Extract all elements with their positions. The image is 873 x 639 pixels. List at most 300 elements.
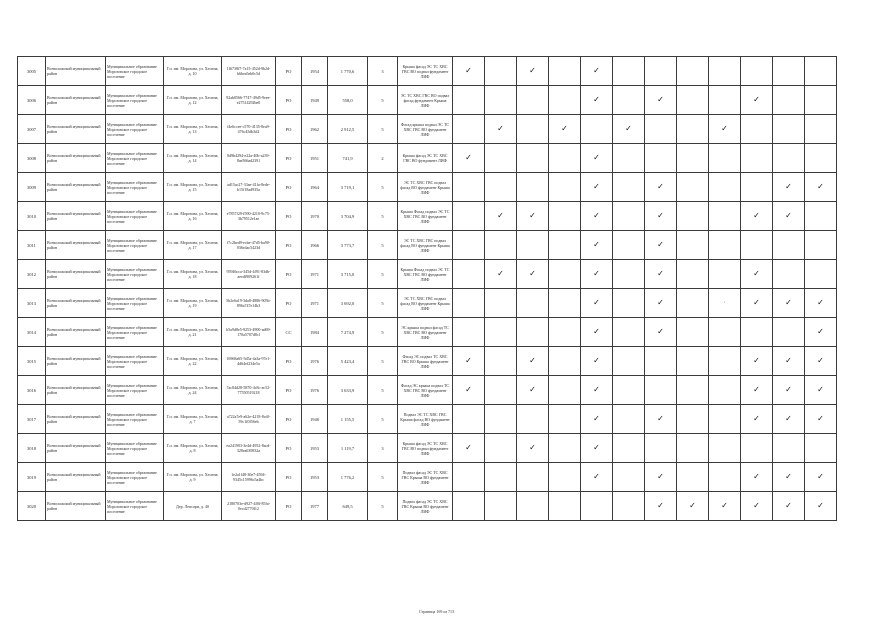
work-column-5 [581, 463, 613, 492]
work-column-8 [677, 289, 709, 318]
work-column-10 [741, 144, 773, 173]
checkmark-icon: ✓ [529, 211, 536, 220]
row-number: 3019 [18, 463, 46, 492]
address-cell: Г.п. им. Морозова, ул. Хесина, д. 10 [164, 57, 222, 86]
row-number: 3012 [18, 260, 46, 289]
table-row [18, 405, 837, 434]
district-cell: Всеволожский муниципальный район [46, 144, 106, 173]
area-cell: 2 912,5 [328, 115, 368, 144]
checkmark-icon: ✓ [465, 66, 472, 75]
checkmark-icon: ✓ [785, 385, 792, 394]
checkmark-icon: ✓ [529, 269, 536, 278]
work-column-3 [517, 463, 549, 492]
work-types-cell: ЭС крыша подвал фасад ТС ХВС ГВС ВО фундамент ЛИФ [398, 318, 453, 347]
work-column-12 [805, 173, 837, 202]
table-row [18, 231, 837, 260]
address-cell: Г.п. им. Морозова, ул. Хесина, д. 12 [164, 86, 222, 115]
row-number: 3009 [18, 173, 46, 202]
work-column-3 [517, 144, 549, 173]
work-column-4 [549, 434, 581, 463]
work-column-4 [549, 260, 581, 289]
work-column-8 [677, 376, 709, 405]
table-row [18, 318, 837, 347]
work-column-10 [741, 115, 773, 144]
checkmark-icon: ✓ [593, 443, 600, 452]
municipality-cell: Муниципальное образование Морозовское городское поселение [106, 86, 164, 115]
work-types-cell: Крыша Фасад подвал ЭС ТС ХВС ГВС ВО фундамент ЛИФ [398, 260, 453, 289]
checkmark-icon: ✓ [593, 66, 600, 75]
checkmark-icon: ✓ [529, 66, 536, 75]
checkmark-icon: ✓ [817, 356, 824, 365]
table-row [18, 86, 837, 115]
building-type-cell: РО [276, 463, 302, 492]
work-types-cell: Крыша фасад ЭС ТС ХВС ГВС ВО подвал фундамент ЛИФ [398, 57, 453, 86]
work-count-cell: 5 [368, 318, 398, 347]
work-column-4 [549, 492, 581, 521]
work-column-11 [773, 434, 805, 463]
building-type-cell: РО [276, 289, 302, 318]
work-column-8 [677, 318, 709, 347]
municipality-cell: Муниципальное образование Морозовское городское поселение [106, 173, 164, 202]
work-column-2 [485, 347, 517, 376]
work-column-7 [645, 347, 677, 376]
work-column-2 [485, 144, 517, 173]
work-column-5 [581, 144, 613, 173]
work-column-1 [453, 289, 485, 318]
work-types-cell: ЭС ТС ХВС ГВС подвал фасад ВО фундамент Крыша ЛИФ [398, 231, 453, 260]
row-number: 3017 [18, 405, 46, 434]
year-built-cell: 1971 [302, 289, 328, 318]
checkmark-icon: ✓ [593, 269, 600, 278]
work-column-10 [741, 289, 773, 318]
work-column-10 [741, 231, 773, 260]
work-column-1 [453, 318, 485, 347]
address-cell: Г.п. им. Морозова, ул. Хесина, д. 9 [164, 463, 222, 492]
work-column-11 [773, 463, 805, 492]
work-column-12 [805, 434, 837, 463]
work-column-1 [453, 202, 485, 231]
work-count-cell: 5 [368, 260, 398, 289]
checkmark-icon: ✓ [657, 414, 664, 423]
work-column-1 [453, 86, 485, 115]
area-cell: 1 776,2 [328, 463, 368, 492]
municipality-cell: Муниципальное образование Морозовское городское поселение [106, 376, 164, 405]
work-column-12 [805, 231, 837, 260]
guid-cell: f7c2bed9-ecbe-47d5-ba90-036e4ac5423d [222, 231, 276, 260]
checkmark-icon: ✓ [561, 124, 568, 133]
checkmark-icon: ✓ [817, 298, 824, 307]
work-column-2 [485, 260, 517, 289]
work-column-2 [485, 86, 517, 115]
work-column-9 [709, 463, 741, 492]
row-number: 3008 [18, 144, 46, 173]
work-column-4 [549, 376, 581, 405]
year-built-cell: 1976 [302, 347, 328, 376]
work-column-10 [741, 173, 773, 202]
work-column-11 [773, 57, 805, 86]
work-column-4 [549, 231, 581, 260]
work-column-3 [517, 434, 549, 463]
work-column-7 [645, 405, 677, 434]
checkmark-icon: ✓ [785, 414, 792, 423]
district-cell: Всеволожский муниципальный район [46, 318, 106, 347]
work-column-4 [549, 405, 581, 434]
guid-cell: a722a7e9-a62e-4218-8cdf-59c1f0f56eb [222, 405, 276, 434]
checkmark-icon: ✓ [657, 472, 664, 481]
checkmark-icon: ✓ [593, 182, 600, 191]
municipality-cell: Муниципальное образование Морозовское городское поселение [106, 57, 164, 86]
year-built-cell: 1964 [302, 173, 328, 202]
work-column-11 [773, 289, 805, 318]
work-column-2 [485, 434, 517, 463]
checkmark-icon: ✓ [529, 356, 536, 365]
row-number: 3005 [18, 57, 46, 86]
work-column-2 [485, 318, 517, 347]
checkmark-icon: ✓ [465, 385, 472, 394]
table-row [18, 434, 837, 463]
municipality-cell: Муниципальное образование Морозовское городское поселение [106, 318, 164, 347]
work-column-7 [645, 376, 677, 405]
work-count-cell: 5 [368, 115, 398, 144]
area-cell: 741,9 [328, 144, 368, 173]
work-column-2 [485, 492, 517, 521]
work-types-cell: ЭС ТС ХВС ГВС ВО подвал фасад фундамент Крыша ЛИФ [398, 86, 453, 115]
row-number: 3013 [18, 289, 46, 318]
work-column-9 [709, 405, 741, 434]
building-type-cell: РО [276, 173, 302, 202]
work-column-8 [677, 405, 709, 434]
work-column-11 [773, 173, 805, 202]
work-column-3 [517, 492, 549, 521]
work-column-3 [517, 86, 549, 115]
table-row [18, 202, 837, 231]
work-column-2 [485, 202, 517, 231]
work-column-3 [517, 289, 549, 318]
area-cell: 1 770,6 [328, 57, 368, 86]
guid-cell: 1e2a1f48-30e7-4594-9345c15996c5a4bc [222, 463, 276, 492]
address-cell: Г.п. им. Морозова, ул. Хесина, д. 16 [164, 202, 222, 231]
building-type-cell: РО [276, 144, 302, 173]
work-column-8 [677, 347, 709, 376]
checkmark-icon: ✓ [817, 327, 824, 336]
checkmark-icon: ✓ [785, 472, 792, 481]
checkmark-icon: ✓ [593, 211, 600, 220]
year-built-cell: 1954 [302, 57, 328, 86]
work-column-10 [741, 434, 773, 463]
address-cell: Г.п. им. Морозова, ул. Хесина, д. 13 [164, 115, 222, 144]
checkmark-icon: ✓ [753, 472, 760, 481]
building-type-cell: РО [276, 86, 302, 115]
work-column-6 [613, 289, 645, 318]
district-cell: Всеволожский муниципальный район [46, 434, 106, 463]
work-count-cell: 5 [368, 86, 398, 115]
work-count-cell: 5 [368, 463, 398, 492]
work-column-11 [773, 144, 805, 173]
checkmark-icon: ✓ [593, 385, 600, 394]
checkmark-icon: ✓ [657, 298, 664, 307]
checkmark-icon: ✓ [817, 414, 824, 423]
work-column-3 [517, 202, 549, 231]
area-cell: 3 715,0 [328, 260, 368, 289]
guid-cell: 16968a65-5d5a-4a3a-97e1-4d64ef234e5a [222, 347, 276, 376]
address-cell: Г.п. им. Морозова, ул. Хесина, д. 8 [164, 434, 222, 463]
work-column-6 [613, 463, 645, 492]
work-column-7 [645, 231, 677, 260]
work-column-2 [485, 376, 517, 405]
work-count-cell: 5 [368, 347, 398, 376]
municipality-cell: Муниципальное образование Морозовское городское поселение [106, 492, 164, 521]
work-column-9 [709, 492, 741, 521]
work-column-5 [581, 405, 613, 434]
work-column-11 [773, 376, 805, 405]
work-column-3 [517, 260, 549, 289]
year-built-cell: 1946 [302, 405, 328, 434]
checkmark-icon: ✓ [593, 240, 600, 249]
address-cell: Г.п. им. Морозова, ул. Хесина, д. 22 [164, 347, 222, 376]
year-built-cell: 1971 [302, 260, 328, 289]
table-row [18, 289, 837, 318]
work-column-8 [677, 260, 709, 289]
work-column-11 [773, 115, 805, 144]
work-column-10 [741, 405, 773, 434]
work-column-2 [485, 231, 517, 260]
checkmark-icon: ✓ [465, 356, 472, 365]
checkmark-icon: ✓ [593, 95, 600, 104]
work-column-3 [517, 347, 549, 376]
work-types-cell: Крыша фасад ЭС ТС ХВС ГВС ВО подвал фундамент ЛИФ [398, 434, 453, 463]
checkmark-icon: ✓ [753, 356, 760, 365]
work-column-2 [485, 289, 517, 318]
table-row [18, 115, 837, 144]
year-built-cell: 1962 [302, 115, 328, 144]
municipality-cell: Муниципальное образование Морозовское городское поселение [106, 347, 164, 376]
area-cell: 3 633,9 [328, 376, 368, 405]
work-column-6 [613, 318, 645, 347]
row-number: 3006 [18, 86, 46, 115]
work-column-4 [549, 202, 581, 231]
checkmark-icon: ✓ [657, 501, 664, 510]
work-column-6 [613, 144, 645, 173]
work-column-8 [677, 86, 709, 115]
work-column-5 [581, 86, 613, 115]
row-number: 3007 [18, 115, 46, 144]
work-column-7 [645, 173, 677, 202]
row-number: 3014 [18, 318, 46, 347]
checkmark-icon: ✓ [657, 95, 664, 104]
checkmark-icon: ✓ [689, 501, 696, 510]
work-count-cell: 5 [368, 202, 398, 231]
checkmark-icon: ✓ [625, 124, 632, 133]
page-footer: Страница 169 из 713 [418, 609, 455, 614]
work-column-1 [453, 405, 485, 434]
district-cell: Всеволожский муниципальный район [46, 405, 106, 434]
work-types-cell: Подвал ЭС ТС ХВС ГВС Крыша фасад ВО фундамент ЛИФ [398, 405, 453, 434]
work-column-6 [613, 260, 645, 289]
work-count-cell: 3 [368, 434, 398, 463]
work-column-10 [741, 347, 773, 376]
checkmark-icon: ✓ [785, 501, 792, 510]
work-column-12 [805, 463, 837, 492]
work-column-1 [453, 376, 485, 405]
checkmark-icon: ✓ [465, 153, 472, 162]
work-column-5 [581, 376, 613, 405]
work-column-10 [741, 260, 773, 289]
year-built-cell: 1951 [302, 144, 328, 173]
work-count-cell: 2 [368, 144, 398, 173]
work-column-6 [613, 492, 645, 521]
area-cell: 1 119,7 [328, 434, 368, 463]
work-column-5 [581, 202, 613, 231]
work-column-3 [517, 231, 549, 260]
work-column-8 [677, 144, 709, 173]
work-count-cell: 5 [368, 405, 398, 434]
work-column-6 [613, 376, 645, 405]
guid-cell: e7857f29-f590-4210-9c75-3b79512e1ae [222, 202, 276, 231]
work-column-4 [549, 57, 581, 86]
registry-rows [18, 57, 837, 521]
row-number: 3015 [18, 347, 46, 376]
work-column-6 [613, 405, 645, 434]
work-column-5 [581, 57, 613, 86]
work-column-5 [581, 260, 613, 289]
work-types-cell: Крыша Фасад подвал ЭС ТС ХВС ГВС ВО фундамент ЛИФ [398, 202, 453, 231]
work-column-4 [549, 173, 581, 202]
row-number: 3011 [18, 231, 46, 260]
checkmark-icon: ✓ [497, 269, 504, 278]
work-column-7 [645, 318, 677, 347]
address-cell: Г.п. им. Морозова, ул. Хесина, д. 18 [164, 260, 222, 289]
address-cell: Г.п. им. Морозова, ул. Хесина, д. 24 [164, 376, 222, 405]
work-column-12 [805, 260, 837, 289]
municipality-cell: Муниципальное образование Морозовское городское поселение [106, 115, 164, 144]
work-column-1 [453, 231, 485, 260]
municipality-cell: Муниципальное образование Морозовское городское поселение [106, 463, 164, 492]
district-cell: Всеволожский муниципальный район [46, 231, 106, 260]
municipality-cell: Муниципальное образование Морозовское городское поселение [106, 405, 164, 434]
district-cell: Всеволожский муниципальный район [46, 260, 106, 289]
work-column-12 [805, 347, 837, 376]
building-type-cell: РО [276, 260, 302, 289]
checkmark-icon: ✓ [785, 356, 792, 365]
area-cell: 3 692,0 [328, 289, 368, 318]
district-cell: Всеволожский муниципальный район [46, 115, 106, 144]
work-types-cell: Фасад ЭС подвал ТС ХВС ГВС ВО Крыша фундамент ЛИФ [398, 347, 453, 376]
year-built-cell: 1949 [302, 86, 328, 115]
work-column-8 [677, 492, 709, 521]
address-cell: Г.п. им. Морозова, ул. Хесина, д. 14 [164, 144, 222, 173]
guid-cell: ad15ac27-33ae-41fa-8ede-b15f18ad935a [222, 173, 276, 202]
work-count-cell: 5 [368, 492, 398, 521]
checkmark-icon: ✓ [497, 124, 504, 133]
work-column-3 [517, 318, 549, 347]
area-cell: 3 704,9 [328, 202, 368, 231]
dot-mark-icon: · [723, 300, 726, 306]
area-cell: 3 719,1 [328, 173, 368, 202]
work-column-6 [613, 173, 645, 202]
area-cell: 1 155,5 [328, 405, 368, 434]
checkmark-icon: ✓ [657, 211, 664, 220]
building-type-cell: СС [276, 318, 302, 347]
work-column-5 [581, 231, 613, 260]
checkmark-icon: ✓ [753, 501, 760, 510]
checkmark-icon: ✓ [657, 182, 664, 191]
year-built-cell: 1970 [302, 202, 328, 231]
checkmark-icon: ✓ [753, 95, 760, 104]
work-count-cell: 3 [368, 57, 398, 86]
work-column-12 [805, 492, 837, 521]
checkmark-icon: ✓ [593, 298, 600, 307]
checkmark-icon: ✓ [593, 356, 600, 365]
checkmark-icon: ✓ [753, 298, 760, 307]
guid-cell: 0d9b4294-e22a-40b-a239-8ae566ad2391 [222, 144, 276, 173]
work-column-7 [645, 260, 677, 289]
work-column-8 [677, 202, 709, 231]
work-column-5 [581, 173, 613, 202]
guid-cell: f4e6ccee-c570-4135-8ea9-476c45db3d2 [222, 115, 276, 144]
work-column-2 [485, 405, 517, 434]
work-column-5 [581, 289, 613, 318]
checkmark-icon: ✓ [721, 124, 728, 133]
work-column-3 [517, 376, 549, 405]
work-column-11 [773, 86, 805, 115]
work-column-7 [645, 463, 677, 492]
work-types-cell: Подвал фасад ЭС ТС ХВС ГВС Крыша ВО фундамент ЛИФ [398, 463, 453, 492]
row-number: 3018 [18, 434, 46, 463]
work-column-7 [645, 144, 677, 173]
checkmark-icon: ✓ [497, 211, 504, 220]
address-cell: Г.п. им. Морозова, ул. Хесина, д. 21 [164, 318, 222, 347]
checkmark-icon: ✓ [593, 472, 600, 481]
work-types-cell: Фасад крыша подвал ЭС ТС ХВС ГВС ВО фундамент ЛИФ [398, 115, 453, 144]
work-column-9 [709, 318, 741, 347]
work-column-7 [645, 86, 677, 115]
building-type-cell: РО [276, 492, 302, 521]
work-column-8 [677, 463, 709, 492]
work-types-cell: ЭС ТС ХВС ГВС подвал фасад ВО фундамент Крыша ЛИФ [398, 289, 453, 318]
work-column-2 [485, 115, 517, 144]
area-cell: 7 274,9 [328, 318, 368, 347]
municipality-cell: Муниципальное образование Морозовское городское поселение [106, 144, 164, 173]
work-column-12 [805, 318, 837, 347]
checkmark-icon: ✓ [721, 501, 728, 510]
work-column-10 [741, 463, 773, 492]
address-cell: Г.п. им. Морозова, ул. Хесина, д. 7 [164, 405, 222, 434]
work-column-4 [549, 289, 581, 318]
work-column-9 [709, 86, 741, 115]
work-column-1 [453, 492, 485, 521]
work-column-10 [741, 86, 773, 115]
guid-cell: 92ab0566-7747-49d5-9eee-e27514292be0 [222, 86, 276, 115]
work-column-1 [453, 57, 485, 86]
work-column-6 [613, 231, 645, 260]
work-column-8 [677, 434, 709, 463]
work-column-7 [645, 492, 677, 521]
work-column-6 [613, 86, 645, 115]
district-cell: Всеволожский муниципальный район [46, 347, 106, 376]
work-column-11 [773, 318, 805, 347]
work-column-6 [613, 434, 645, 463]
work-column-11 [773, 492, 805, 521]
work-column-12 [805, 202, 837, 231]
work-column-9 [709, 115, 741, 144]
work-column-8 [677, 115, 709, 144]
area-cell: 3 773,7 [328, 231, 368, 260]
district-cell: Всеволожский муниципальный район [46, 86, 106, 115]
checkmark-icon: ✓ [753, 414, 760, 423]
registry-table [17, 56, 837, 521]
district-cell: Всеволожский муниципальный район [46, 492, 106, 521]
checkmark-icon: ✓ [529, 385, 536, 394]
